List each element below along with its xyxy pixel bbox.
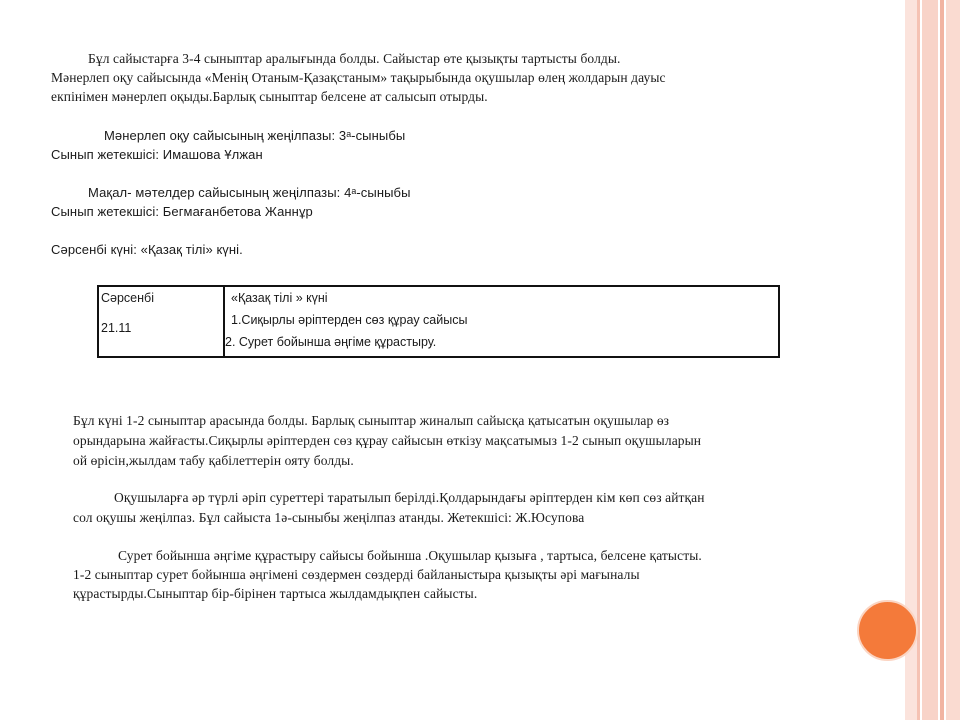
intro-line-2: Мәнерлеп оқу сайысында «Менің Отаным-Қазақстаным» тақырыбында оқушылар өлең жолдарын дауыс bbox=[51, 70, 666, 85]
decorative-stripe bbox=[922, 0, 938, 720]
table-date: 21.11 bbox=[101, 321, 132, 335]
table-item-1: 1.Сиқырлы әріптерден сөз құрау сайысы bbox=[231, 313, 468, 327]
decorative-stripe bbox=[917, 0, 920, 720]
decorative-stripe bbox=[940, 0, 944, 720]
intro-line-3: екпінімен мәнерлеп оқыды.Барлық сыныптар белсене ат салысып отырды. bbox=[51, 89, 488, 104]
para1-line-1: Бұл күні 1-2 сыныптар арасында болды. Барлық сыныптар жиналып сайысқа қатысатын оқушылар өз bbox=[73, 413, 670, 428]
table-item-2: 2. Сурет бойынша әңгіме құрастыру. bbox=[225, 335, 437, 349]
para2-line-1: Оқушыларға әр түрлі әріп суреттері таратылып берілді.Қолдарындағы әріптерден кім көп сөз айтқан bbox=[114, 490, 705, 505]
para3-line-3: құрастырды.Сыныптар бір-бірінен тартыса жылдамдықпен сайысты. bbox=[73, 586, 478, 601]
intro-line-1: Бұл сайыстарға 3-4 сыныптар аралығында болды. Сайыстар өте қызықты тартысты болды. bbox=[88, 51, 621, 66]
day-heading: Сәрсенбі күні: «Қазақ тілі» күні. bbox=[51, 242, 243, 257]
table-day: Сәрсенбі bbox=[101, 291, 154, 305]
winner1-line-2: Сынып жетекшісі: Имашова Ұлжан bbox=[51, 147, 263, 162]
winner1-line-1: Мәнерлеп оқу сайысының жеңілпазы: 3ᵃ-сыныбы bbox=[104, 128, 406, 143]
decorative-stripe bbox=[946, 0, 960, 720]
winner2-line-1: Мақал- мәтелдер сайысының жеңілпазы: 4ᵃ-сыныбы bbox=[88, 185, 411, 200]
para1-line-2: орындарына жайғасты.Сиқырлы әріптерден сөз құрау сайысын өткізу мақсатымыз 1-2 сынып оқушыларын bbox=[73, 433, 702, 448]
winner2-line-2: Сынып жетекшісі: Бегмағанбетова Жаннұр bbox=[51, 204, 313, 219]
para2-line-2: сол оқушы жеңілпаз. Бұл сайыста 1ә-сыныбы жеңілпаз атанды. Жетекшісі: Ж.Юсупова bbox=[73, 510, 585, 525]
decorative-circle bbox=[857, 600, 918, 661]
para3-line-1: Сурет бойынша әңгіме құрастыру сайысы бойынша .Оқушылар қызыға , тартыса, белсене қатысты. bbox=[118, 548, 702, 563]
para1-line-3: ой өрісін,жылдам табу қабілеттерін ояту болды. bbox=[73, 453, 354, 468]
para3-line-2: 1-2 сыныптар сурет бойынша әңгімені сөздермен сөздерді байланыстыра қызықты әрі мағыналы bbox=[73, 567, 640, 582]
table-title: «Қазақ тілі » күні bbox=[231, 291, 328, 305]
schedule-table bbox=[97, 285, 780, 358]
